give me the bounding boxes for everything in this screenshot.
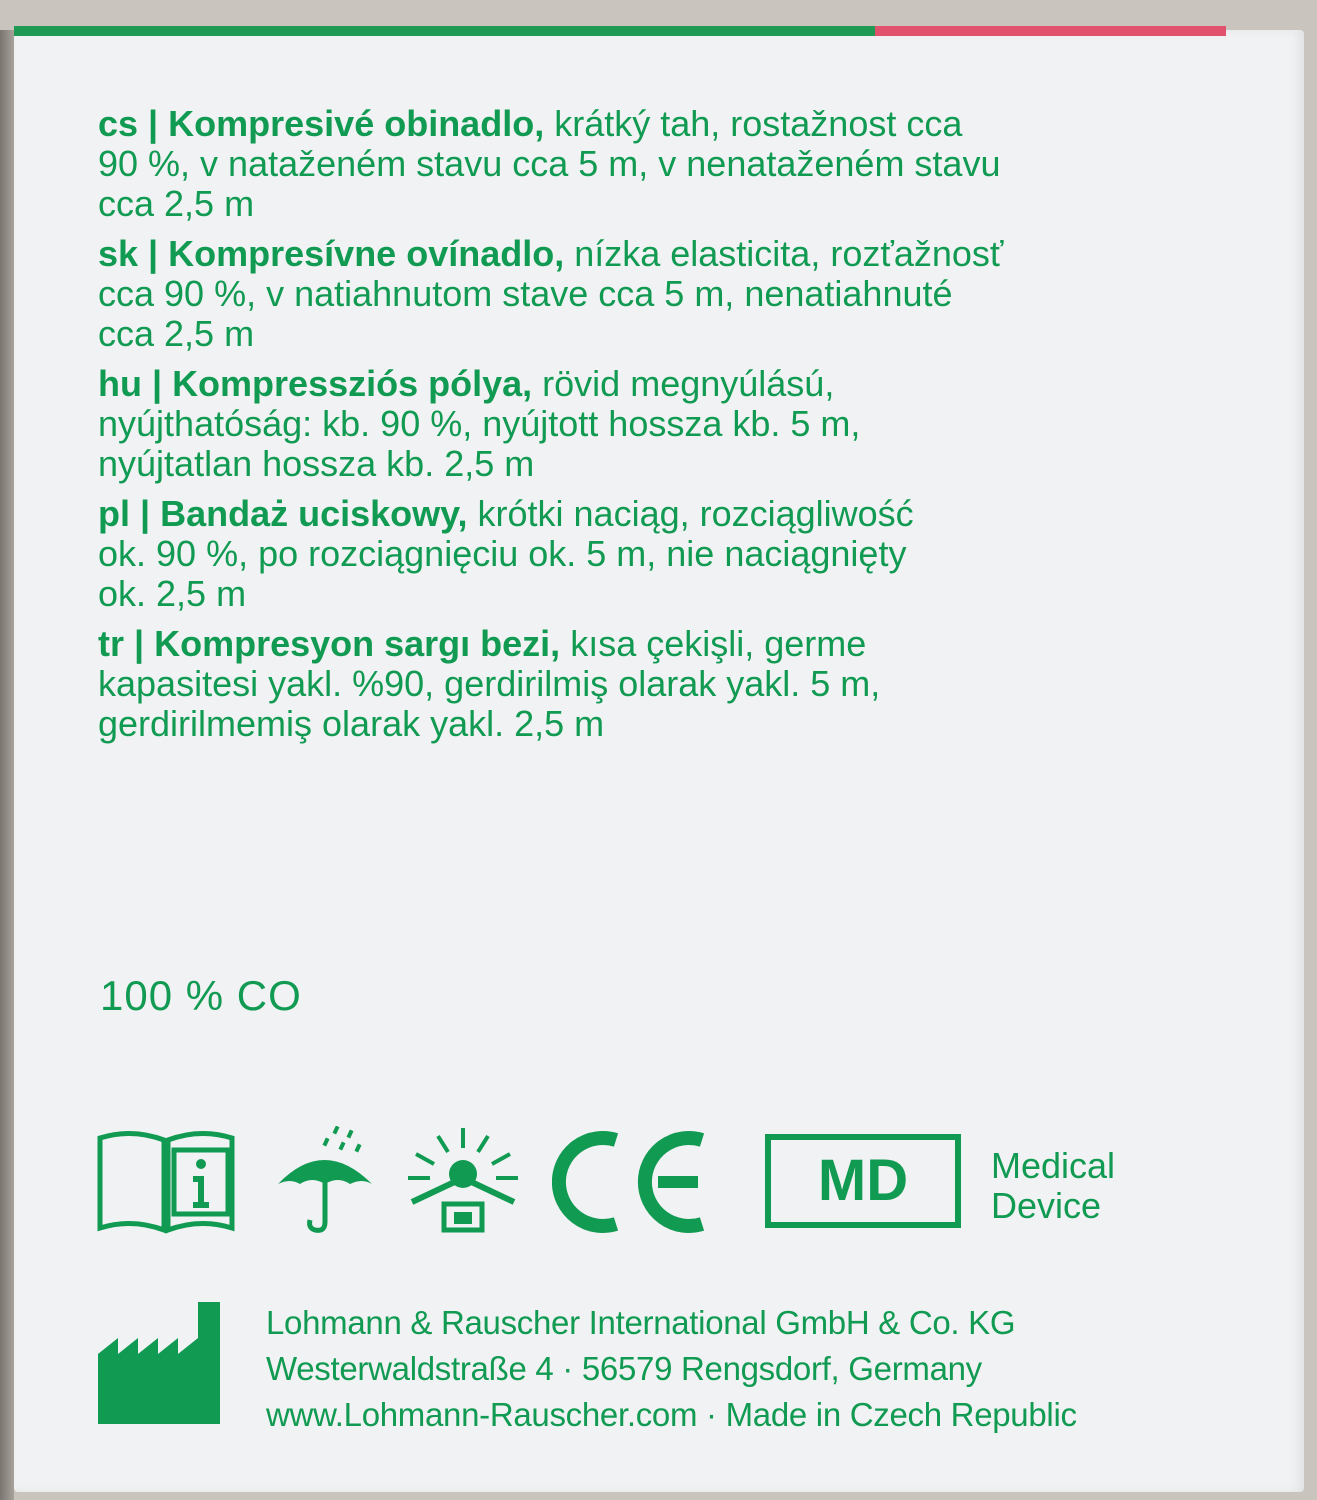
manufacturer-address	[266, 1300, 1077, 1438]
product-details: kısa çekişli, germe kapasitesi yakl. %90, gerdirilmiş olarak yakl. 5 m, gerdirilmemiş olarak yakl. 2,5 m	[98, 623, 881, 744]
manufacturer-name: Lohmann & Rauscher International GmbH & Co. KG	[266, 1304, 1016, 1341]
keep-dry-icon	[272, 1126, 382, 1236]
product-name: Kompressziós pólya,	[172, 363, 533, 404]
product-details: rövid megnyúlású, nyújthatóság: kb. 90 %, nyújtott hossza kb. 5 m, nyújtatlan hossza kb. 2,5 m	[98, 363, 861, 484]
top-red-band	[875, 26, 1226, 36]
medical-device-label: Medical Device	[991, 1145, 1116, 1226]
paragraph-cs: cs | Kompresivé obinadlo, krátký tah, rostažnost cca 90 %, v nataženém stavu cca 5 m, v nenataženém stavu cca 2,5 m	[98, 103, 1001, 224]
lang-code: tr	[98, 623, 134, 664]
symbol-row	[96, 1126, 1196, 1236]
medical-device-badge: MD	[765, 1134, 961, 1228]
paragraph-sk: sk | Kompresívne ovínadlo, nízka elasticita, rozťažnosť cca 90 %, v natiahnutom stave cca 5 m, nenatiahnuté cca 2,5 m	[98, 233, 1004, 354]
lang-code: cs	[98, 103, 139, 144]
product-name: Kompresívne ovínadlo,	[168, 233, 565, 274]
manufacturer-street: Westerwaldstraße 4 · 56579 Rengsdorf, Germany	[266, 1350, 982, 1387]
lang-code: sk	[98, 233, 139, 274]
lang-code: pl	[98, 493, 140, 534]
ce-mark-icon	[552, 1126, 722, 1236]
product-name: Bandaż uciskowy,	[160, 493, 468, 534]
lang-code: hu	[98, 363, 142, 404]
product-details: krótki naciąg, rozciągliwość ok. 90 %, po rozciągnięciu ok. 5 m, nie naciągnięty ok. 2,5 m	[98, 493, 914, 614]
multilingual-description	[98, 104, 1248, 754]
composition-label: 100 % CO	[100, 972, 302, 1019]
paragraph-tr: tr | Kompresyon sargı bezi, kısa çekişli, germe kapasitesi yakl. %90, gerdirilmiş olarak yakl. 5 m, gerdirilmemiş olarak yakl. 2,5 m	[98, 623, 881, 744]
product-details: krátký tah, rostažnost cca 90 %, v nataženém stavu cca 5 m, v nenataženém stavu cca 2,5 m	[98, 103, 1001, 224]
manufacturer-website: www.Lohmann-Rauscher.com · Made in Czech Republic	[266, 1396, 1077, 1433]
product-name: Kompresyon sargı bezi,	[154, 623, 561, 664]
manufacturer-icon	[94, 1298, 224, 1428]
instructions-icon	[96, 1126, 236, 1236]
paragraph-hu: hu | Kompressziós pólya, rövid megnyúlású, nyújthatóság: kb. 90 %, nyújtott hossza kb. 5 m, nyújtatlan hossza kb. 2,5 m	[98, 363, 861, 484]
product-details: nízka elasticita, rozťažnosť cca 90 %, v natiahnutom stave cca 5 m, nenatiahnuté cca 2,5 m	[98, 233, 1004, 354]
box-side-edge	[0, 30, 14, 1500]
product-name: Kompresivé obinadlo,	[168, 103, 545, 144]
paragraph-pl: pl | Bandaż uciskowy, krótki naciąg, rozciągliwość ok. 90 %, po rozciągnięciu ok. 5 m, nie naciągnięty ok. 2,5 m	[98, 493, 914, 614]
keep-away-from-sunlight-icon	[398, 1126, 528, 1236]
